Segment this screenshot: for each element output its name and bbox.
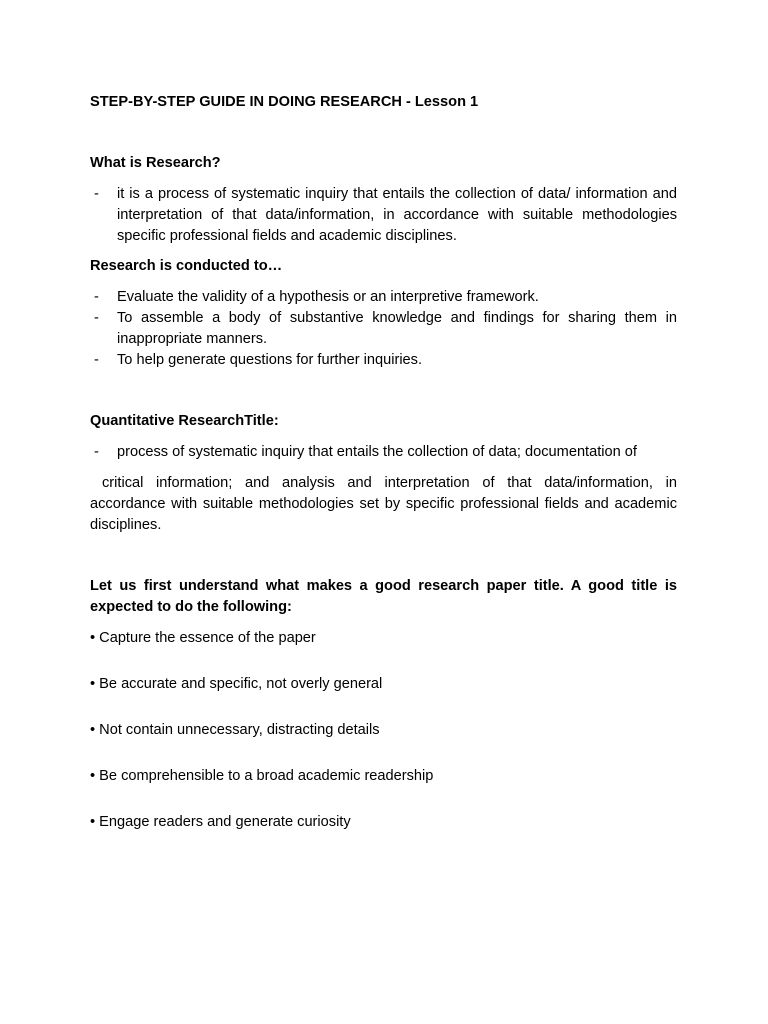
quantitative-continuation: critical information; and analysis and interpretation of that data/information, in accordance with suitable methodologies set by specific professional fields and academic disciplines. (90, 475, 677, 533)
dash-marker: - (94, 186, 99, 202)
list-item-text: To help generate questions for further inquiries. (117, 352, 423, 368)
document-title: STEP-BY-STEP GUIDE IN DOING RESEARCH - Lesson 1 (90, 94, 479, 110)
section-heading-good-title: Let us first understand what makes a good research paper title. A good title is expected to do the following: (90, 578, 677, 615)
research-definition-list (90, 184, 677, 247)
bullet-item: • Be comprehensible to a broad academic readership (90, 768, 434, 784)
document-page (90, 92, 677, 833)
list-item-text: Evaluate the validity of a hypothesis or an interpretive framework. (117, 289, 539, 305)
list-item (90, 350, 677, 371)
list-item (90, 308, 677, 350)
bullet-item: • Capture the essence of the paper (90, 630, 316, 646)
research-purpose-list (90, 287, 677, 371)
list-item (90, 442, 677, 463)
bullet-item: • Engage readers and generate curiosity (90, 814, 351, 830)
list-item-text: To assemble a body of substantive knowledge and findings for sharing them in inappropriate manners. (117, 310, 677, 347)
section-heading-conducted-to: Research is conducted to… (90, 258, 283, 274)
bullet-item: • Be accurate and specific, not overly general (90, 676, 383, 692)
list-item-text: process of systematic inquiry that entails the collection of data; documentation of (117, 444, 637, 460)
good-title-bullet-list (90, 628, 677, 833)
section-heading-what-is-research: What is Research? (90, 155, 221, 171)
dash-marker: - (94, 310, 99, 326)
bullet-item: • Not contain unnecessary, distracting details (90, 722, 380, 738)
list-item (90, 184, 677, 247)
section-heading-quantitative: Quantitative ResearchTitle: (90, 413, 279, 429)
dash-marker: - (94, 444, 99, 460)
dash-marker: - (94, 289, 99, 305)
list-item (90, 287, 677, 308)
dash-marker: - (94, 352, 99, 368)
list-item-text: it is a process of systematic inquiry that entails the collection of data/ information and interpretation of that data/information, in accordance with suitable methodologies specific professional fields and academic disciplines. (117, 186, 677, 244)
quantitative-definition-list (90, 442, 677, 463)
